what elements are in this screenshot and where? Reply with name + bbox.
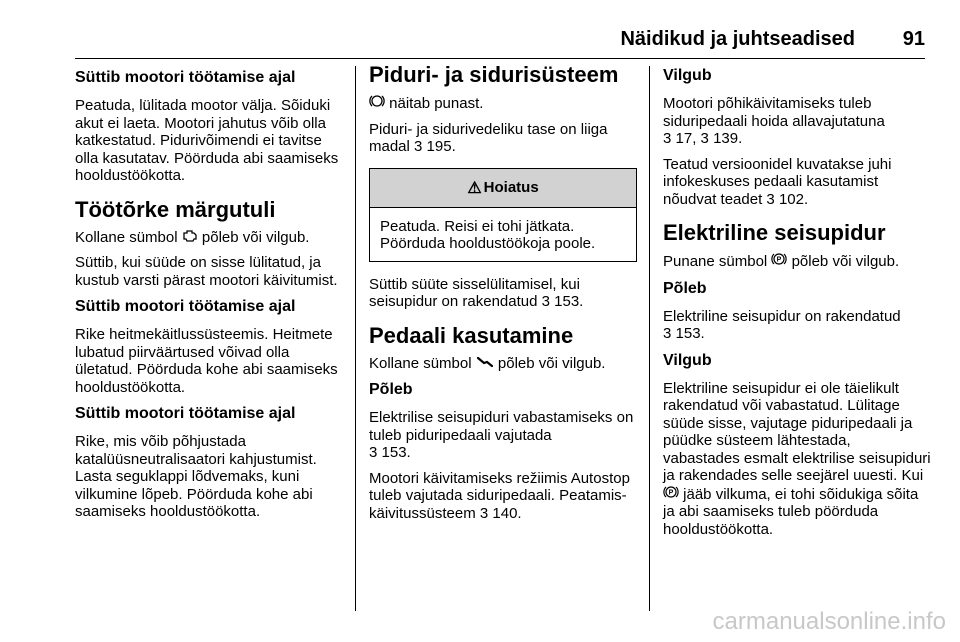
header-title: Näidikud ja juhtseadised <box>620 28 855 50</box>
page-header <box>75 28 925 59</box>
paragraph: näitab punast. <box>369 94 637 113</box>
warning-text: Peatuda. Reisi ei tohi jätkata. Pöörduda hooldustöökoja poole. <box>380 217 596 252</box>
paragraph: Elektriline seisupidur on rakendatud 3 153. <box>663 307 901 342</box>
reference-arrow-icon: 3 <box>414 138 423 155</box>
reference-arrow-icon: 3 <box>541 293 550 310</box>
brake-circle-icon <box>369 94 385 113</box>
page-number: 91 <box>902 28 925 50</box>
paragraph: Teatud versioonidel kuvatakse juhi infokeskuses pedaali kasutamist nõudvat teadet 3 102. <box>663 155 892 208</box>
reference-arrow-icon: 3 <box>369 444 378 461</box>
paragraph: Punane sümbol P põleb või vilgub. <box>663 253 900 270</box>
paragraph: Elektrilise seisupiduri vabastamiseks on tuleb piduripedaali vajutada 3 153. <box>369 409 634 461</box>
warning-body <box>370 208 636 261</box>
reference-arrow-icon: 3 <box>479 504 489 522</box>
section-heading: Süttib mootori töötamise ajal <box>75 405 296 422</box>
reference-arrow-icon: 3 <box>663 130 672 147</box>
section-heading: Põleb <box>369 381 413 398</box>
section-heading: Süttib mootori töötamise ajal <box>75 69 296 86</box>
pedal-icon <box>476 355 494 373</box>
section-heading: Süttib mootori töötamise ajal <box>75 298 296 315</box>
section-title: Piduri- ja sidurisüsteem <box>369 62 619 87</box>
column-divider <box>355 66 356 611</box>
engine-check-icon <box>182 229 198 247</box>
section-title: Töötõrke märgutuli <box>75 196 276 222</box>
reference-arrow-icon: 3 <box>700 130 709 147</box>
column-3 <box>663 62 931 546</box>
column-1 <box>75 62 343 529</box>
section-heading: Põleb <box>663 279 707 297</box>
reference-arrow-icon: 3 <box>663 325 672 342</box>
paragraph: Peatuda, lülitada mootor välja. Sõiduki akut ei laeta. Mootori jahutus võib olla katkestatud. Pidurivõimendi ei tavitse olla kasutatav. Pöörduda abi saamiseks hooldustöökotta. <box>75 97 339 184</box>
paragraph: Mootori põhikäivitamiseks tuleb siduripedaali hoida allavajutatuna 3 17, 3 139. <box>663 95 885 147</box>
section-title: Elektriline seisupidur <box>663 220 886 245</box>
paragraph: Süttib süüte sisselülitamisel, kui seisupidur on rakendatud 3 153. <box>369 275 584 310</box>
svg-text:P: P <box>777 256 782 264</box>
warning-triangle-icon: ⚠ <box>467 179 482 197</box>
parking-brake-icon <box>771 252 787 271</box>
parking-brake-icon <box>663 485 679 504</box>
column-divider <box>649 66 650 611</box>
paragraph: Piduri- ja sidurivedeliku tase on liiga madal 3 195. <box>369 120 608 155</box>
paragraph: Rike, mis võib põhjustada katalüüsneutralisaatori kahjustumist. Lasta seguklappi lõdvemaks, kuni vilkumine lõpeb. Pöörduda kohe abi saamiseks hooldustöökotta. <box>75 433 317 520</box>
svg-text:P: P <box>668 489 674 496</box>
paragraph: Elektriline seisupidur ei ole täielikult rakendatud või vabastatud. Lülitage süüde sisse, vajutage piduripedaali ja püüdke süsteem lähtestada, vabastades esmalt elektrilise seisupiduri ja rakendades selle seejärel uuesti. Kui P jääb vilkuma, ei tohi sõidukiga sõita ja abi saamiseks tuleb pöörduda hooldustöökotta. <box>663 379 931 538</box>
warning-header: ⚠ Hoiatus <box>370 169 636 208</box>
paragraph: Rike heitmekäitlussüsteemis. Heitmete lubatud piirväärtused võivad olla ületatud. Pöörduda kohe abi saamiseks hooldustöökotta. <box>75 326 338 396</box>
paragraph: Mootori käivitamiseks režiimis Autostop tuleb vajutada siduripedaali. Peatamis-käivitussüsteem 3 140. <box>369 469 630 522</box>
section-heading: Vilgub <box>663 67 712 84</box>
section-title: Pedaali kasutamine <box>369 322 574 348</box>
paragraph: Kollane sümbol põleb või vilgub. <box>369 354 606 372</box>
warning-box <box>369 168 637 262</box>
paragraph: Kollane sümbol põleb või vilgub. <box>75 228 310 246</box>
watermark: carmanualsonline.info <box>712 608 946 635</box>
reference-arrow-icon: 3 <box>766 190 775 208</box>
paragraph: Süttib, kui süüde on sisse lülitatud, ja kustub varsti pärast mootori käivitumist. <box>75 254 338 289</box>
section-heading: Vilgub <box>663 351 712 369</box>
column-2 <box>369 62 637 530</box>
